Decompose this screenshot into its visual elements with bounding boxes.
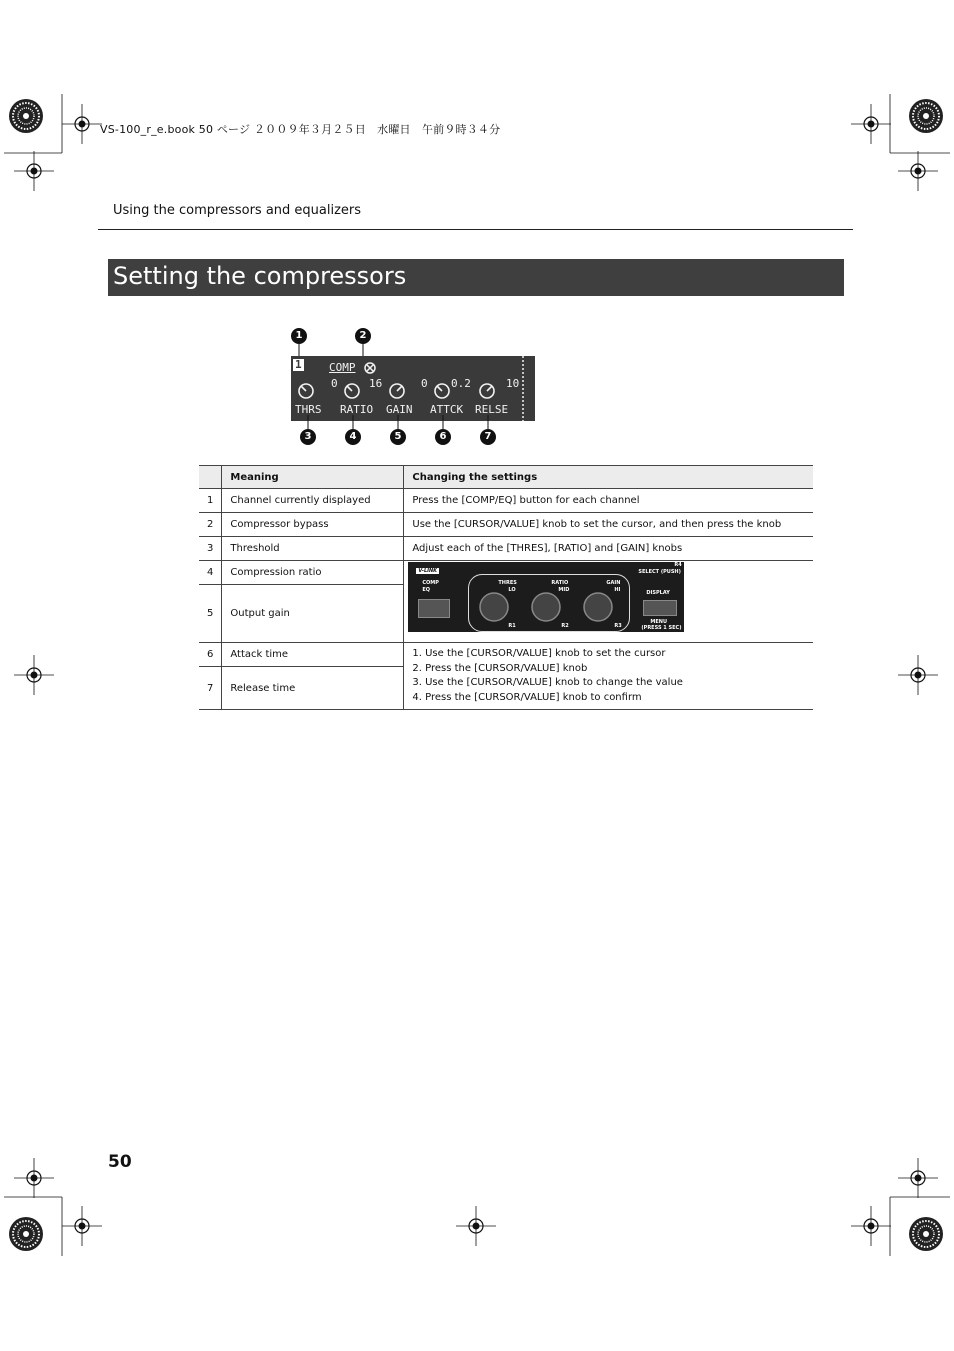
- row-number: 7: [199, 667, 222, 710]
- callout-4: 4: [345, 429, 361, 445]
- r4-label: R4: [674, 562, 682, 568]
- row-setting: Press the [COMP/EQ] button for each channel: [404, 489, 813, 513]
- row-number: 2: [199, 513, 222, 537]
- table-row: [199, 513, 813, 537]
- lcd-mode: COMP: [329, 361, 356, 374]
- row-meaning: Compressor bypass: [222, 513, 404, 537]
- select-label: SELECT (PUSH): [638, 569, 681, 575]
- panel-knobs: [478, 590, 618, 624]
- comp-eq-button: [418, 599, 450, 618]
- registration-star-icon: [909, 1217, 943, 1251]
- row-number: 5: [199, 585, 222, 643]
- page-number: 50: [108, 1152, 132, 1172]
- crosshair-icon: [456, 1206, 496, 1246]
- header-rule: [98, 229, 853, 230]
- row-meaning: Attack time: [222, 643, 404, 667]
- step-item: 1. Use the [CURSOR/VALUE] knob to set the cursor: [412, 648, 666, 659]
- thres-knob-icon: [480, 593, 508, 621]
- lcd-display: [291, 356, 535, 421]
- row-number: 3: [199, 537, 222, 561]
- registration-star-icon: [9, 99, 43, 133]
- gain-knob-icon: [584, 593, 612, 621]
- step-item: 3. Use the [CURSOR/VALUE] knob to change the value: [412, 677, 683, 688]
- row-number: 1: [199, 489, 222, 513]
- crosshair-icon: [14, 655, 54, 695]
- r3-label: R3: [614, 623, 622, 629]
- display-label: DISPLAY: [646, 590, 670, 596]
- lcd-knob-row: [291, 378, 521, 404]
- crosshair-icon: [14, 151, 54, 191]
- ratio-label: RATIO: [551, 580, 569, 586]
- ratio-knob-icon: [532, 593, 560, 621]
- crosshair-icon: [62, 1206, 102, 1246]
- menu-label: MENU: [650, 619, 668, 625]
- press-label: (PRESS 1 SEC): [641, 625, 682, 631]
- row-meaning: Output gain: [222, 585, 404, 643]
- lcd-ratio-value: 16: [369, 377, 383, 390]
- lcd-release-label: RELSE: [475, 403, 509, 416]
- row-setting: Adjust each of the [THRES], [RATIO] and [GAIN] knobs: [404, 537, 813, 561]
- section-title-bar: [108, 259, 844, 296]
- lcd-scroll-marker: [521, 356, 525, 421]
- crosshair-icon: [898, 151, 938, 191]
- table-header-row: [199, 466, 813, 489]
- table-row: [199, 489, 813, 513]
- callout-6: 6: [435, 429, 451, 445]
- callout-2: 2: [355, 328, 371, 344]
- callout-3: 3: [300, 429, 316, 445]
- gain-label: GAIN: [606, 580, 621, 586]
- lcd-thres-value: 0: [331, 377, 338, 390]
- row-meaning: Release time: [222, 667, 404, 710]
- registration-star-icon: [909, 99, 943, 133]
- header-number: [199, 466, 222, 489]
- section-title: Setting the compressors: [113, 262, 407, 290]
- table-row: [199, 643, 813, 667]
- lo-label: LO: [508, 587, 516, 593]
- header-setting: Changing the settings: [404, 466, 813, 489]
- settings-table: [199, 465, 813, 710]
- crosshair-icon: [62, 104, 102, 144]
- row-number: 4: [199, 561, 222, 585]
- steps-cell: [404, 643, 813, 710]
- lcd-gain-label: GAIN: [386, 403, 413, 416]
- crosshair-icon: [898, 1158, 938, 1198]
- hi-label: HI: [614, 587, 621, 593]
- eq-label: EQ: [422, 587, 431, 593]
- panel-cell: [404, 561, 813, 643]
- lcd-gain-value: 0: [421, 377, 428, 390]
- front-panel-illustration: [408, 562, 684, 632]
- comp-label: COMP: [422, 580, 439, 586]
- step-item: 2. Press the [CURSOR/VALUE] knob: [412, 662, 588, 674]
- r1-label: R1: [508, 623, 516, 629]
- registration-star-icon: [9, 1217, 43, 1251]
- vlink-logo: V-LINK: [418, 568, 438, 574]
- callout-5: 5: [390, 429, 406, 445]
- crosshair-icon: [851, 104, 891, 144]
- header-meaning: Meaning: [222, 466, 404, 489]
- running-head: Using the compressors and equalizers: [113, 203, 362, 218]
- mid-label: MID: [558, 587, 570, 593]
- lcd-thres-label: THRS: [295, 403, 322, 416]
- row-setting: Use the [CURSOR/VALUE] knob to set the cursor, and then press the knob: [404, 513, 813, 537]
- table-row: [199, 537, 813, 561]
- crosshair-icon: [898, 655, 938, 695]
- display-button: [643, 600, 677, 616]
- row-meaning: Compression ratio: [222, 561, 404, 585]
- lcd-attack-value: 0.2: [451, 377, 471, 390]
- crosshair-icon: [851, 1206, 891, 1246]
- row-meaning: Threshold: [222, 537, 404, 561]
- book-meta: VS-100_r_e.book 50 ページ ２００９年３月２５日 水曜日 午前９時３４分: [100, 123, 501, 136]
- table-row: [199, 561, 813, 585]
- crosshair-icon: [14, 1158, 54, 1198]
- row-meaning: Channel currently displayed: [222, 489, 404, 513]
- callout-1: 1: [291, 328, 307, 344]
- bypass-icon: [363, 361, 377, 375]
- lcd-attack-label: ATTCK: [430, 403, 464, 416]
- lcd-ratio-label: RATIO: [340, 403, 374, 416]
- lcd-release-value: 10: [506, 377, 520, 390]
- step-item: 4. Press the [CURSOR/VALUE] knob to confirm: [412, 691, 642, 703]
- r2-label: R2: [561, 623, 569, 629]
- lcd-channel: 1: [295, 358, 302, 371]
- row-number: 6: [199, 643, 222, 667]
- callout-7: 7: [480, 429, 496, 445]
- thres-label: THRES: [498, 580, 517, 586]
